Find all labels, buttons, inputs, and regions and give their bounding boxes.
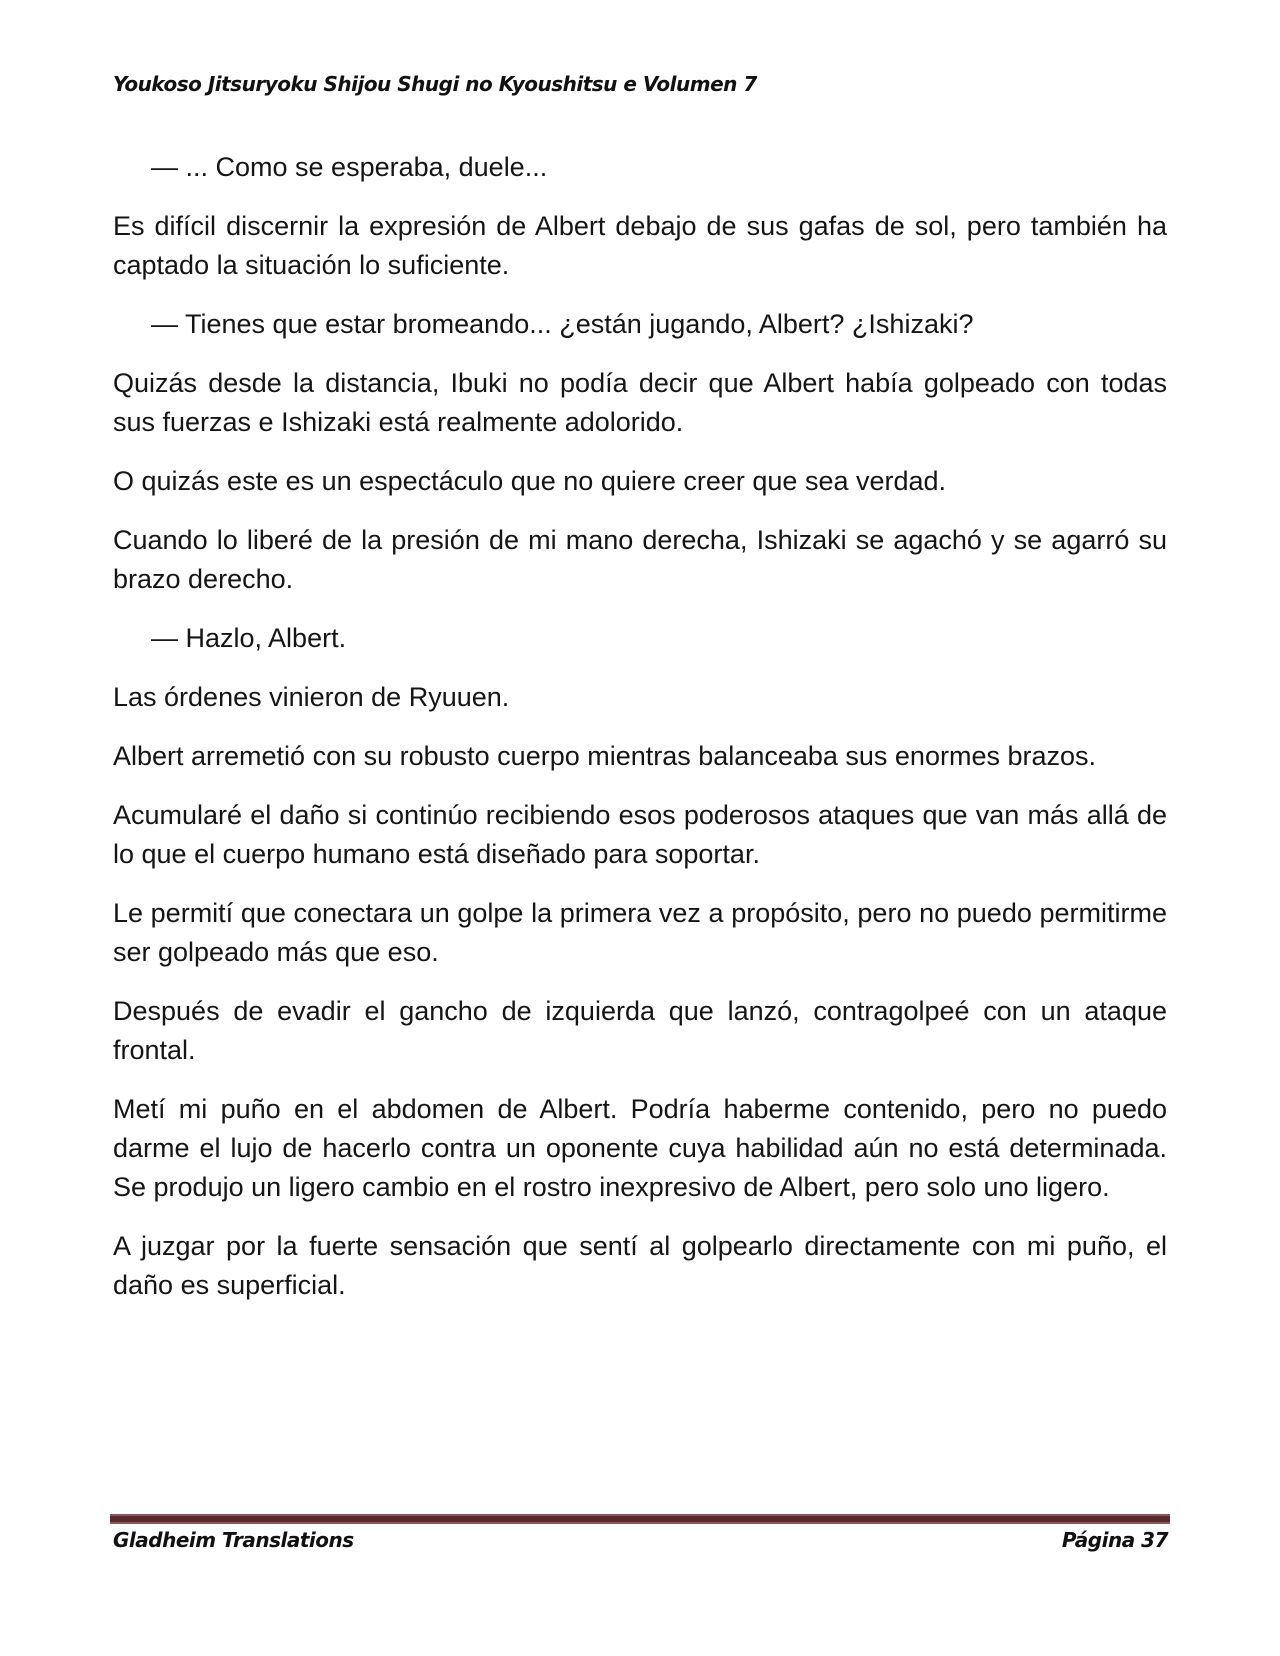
footer-rule (110, 1514, 1170, 1524)
dialog-paragraph: — Tienes que estar bromeando... ¿están jugando, Albert? ¿Ishizaki? (151, 309, 974, 339)
dialog-paragraph: — ... Como se esperaba, duele... (151, 152, 548, 182)
paragraph: Albert arremetió con su robusto cuerpo mientras balanceaba sus enormes brazos. (113, 741, 1097, 771)
paragraph: Acumularé el daño si continúo recibiendo esos poderosos ataques que van más allá de lo que el cuerpo humano está diseñado para soportar. (113, 800, 1167, 869)
paragraph: Cuando lo liberé de la presión de mi mano derecha, Ishizaki se agachó y se agarró su brazo derecho. (113, 525, 1167, 594)
paragraph: Quizás desde la distancia, Ibuki no podía decir que Albert había golpeado con todas sus fuerzas e Ishizaki está realmente adolorido. (113, 368, 1167, 437)
paragraph: O quizás este es un espectáculo que no quiere creer que sea verdad. (113, 466, 947, 496)
paragraph: Metí mi puño en el abdomen de Albert. Podría haberme contenido, pero no puedo darme el lujo de hacerlo contra un oponente cuya habilidad aún no está determinada. Se produjo un ligero cambio en el rostro inexpresivo de Albert, pero solo uno ligero. (113, 1094, 1167, 1202)
footer-page-number: Página 37 (1061, 1528, 1168, 1552)
footer-translator: Gladheim Translations (113, 1528, 354, 1552)
paragraph: Le permití que conectara un golpe la primera vez a propósito, pero no puedo permitirme ser golpeado más que eso. (113, 898, 1167, 967)
paragraph: A juzgar por la fuerte sensación que sentí al golpearlo directamente con mi puño, el daño es superficial. (113, 1231, 1167, 1300)
running-header: Youkoso Jitsuryoku Shijou Shugi no Kyoushitsu e Volumen 7 (113, 72, 757, 96)
paragraph: Después de evadir el gancho de izquierda que lanzó, contragolpeé con un ataque frontal. (113, 996, 1167, 1065)
paragraph: Las órdenes vinieron de Ryuuen. (113, 682, 510, 712)
paragraph: Es difícil discernir la expresión de Albert debajo de sus gafas de sol, pero también ha captado la situación lo suficiente. (113, 211, 1167, 280)
dialog-paragraph: — Hazlo, Albert. (151, 623, 347, 653)
page-body (113, 148, 1167, 1325)
